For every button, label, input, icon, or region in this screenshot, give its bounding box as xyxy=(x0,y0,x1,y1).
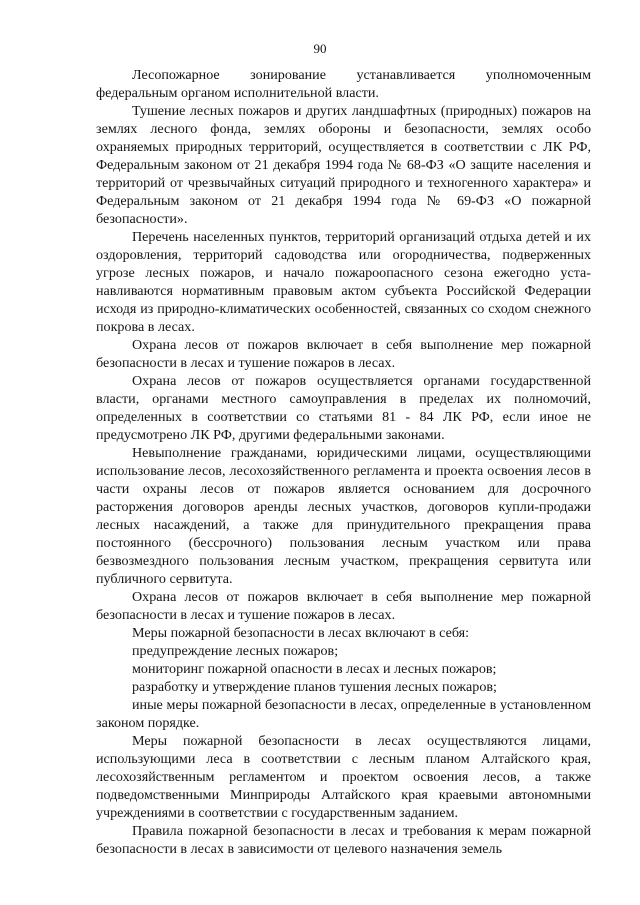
page-number: 90 xyxy=(313,41,327,56)
paragraph: Перечень населенных пунктов, территорий организаций отдыха детей и их оздоровления, территорий садоводства или огородничества, подверженных угрозе лесных пожаров, и начало пожароопасного сезона ежегодно устанавливаются нормативным правовым актом субъекта Российской Федерации исходя из природно-климатических особенностей, связанных со сходом снежного покрова в лесах. xyxy=(96,229,591,335)
paragraph: Меры пожарной безопасности в лесах осуществляются лицами, использующими леса в соответствии с лесным планом Алтайского края, лесохозяйственным регламентом и проектом освоения лесов, а также подведомственными Минприроды Алтайского края краевыми автономными учреждениями в соответствии с государственным заданием. xyxy=(96,733,591,821)
paragraph: Охрана лесов от пожаров включает в себя выполнение мер пожарной безопасности в лесах и тушение пожаров в лесах. xyxy=(96,337,591,371)
paragraph: Лесопожарное зонирование устанавливается уполномоченным федеральным органом исполнительной власти. xyxy=(96,67,591,101)
paragraph: Меры пожарной безопасности в лесах включают в себя: xyxy=(132,625,470,641)
list-item: разработку и утверждение планов тушения лесных пожаров; xyxy=(132,679,497,695)
paragraph: Невыполнение гражданами, юридическими лицами, осуществляющими использование лесов, лесохозяйственного регламента и проекта освоения лесов в части охраны лесов от пожаров является основанием для досрочного расторжения договоров аренды лесных участков, договоров купли-продажи лесных насаждений, а также для принудительного прекращения права постоянного (бессрочного) пользования лесным участком или права безвозмездного пользования лесным участком, прекращения сервитута или публичного сервитута. xyxy=(96,445,591,587)
list-item: предупреждение лесных пожаров; xyxy=(132,643,339,659)
paragraph: Правила пожарной безопасности в лесах и требования к мерам пожарной безопасности в лесах в зависимости от целевого назначения земель xyxy=(96,823,591,857)
paragraph: Тушение лесных пожаров и других ландшафтных (природных) пожаров на землях лесного фонда, землях обороны и безопасности, землях особо охраняемых природных территорий, осуществляется в соответствии с ЛК РФ, Федеральным законом от 21 декабря 1994 года № 68-ФЗ «О защите населения и территорий от чрезвычайных ситуаций природного и техногенного характера» и Федеральным законом от 21 декабря 1994 года № 69-ФЗ «О пожарной безопасности». xyxy=(96,103,591,227)
list-item: иные меры пожарной безопасности в лесах, определенные в установленном законом порядке. xyxy=(96,697,591,731)
paragraph: Охрана лесов от пожаров осуществляется органами государственной власти, органами местного самоуправления в пределах их полномочий, определенных в соответствии со статьями 81 - 84 ЛК РФ, если иное не предусмотрено ЛК РФ, другими федеральными законами. xyxy=(96,373,591,443)
paragraph: Охрана лесов от пожаров включает в себя выполнение мер пожарной безопасности в лесах и тушение пожаров в лесах. xyxy=(96,589,591,623)
list-item: мониторинг пожарной опасности в лесах и лесных пожаров; xyxy=(132,661,497,677)
body-text xyxy=(96,66,591,858)
